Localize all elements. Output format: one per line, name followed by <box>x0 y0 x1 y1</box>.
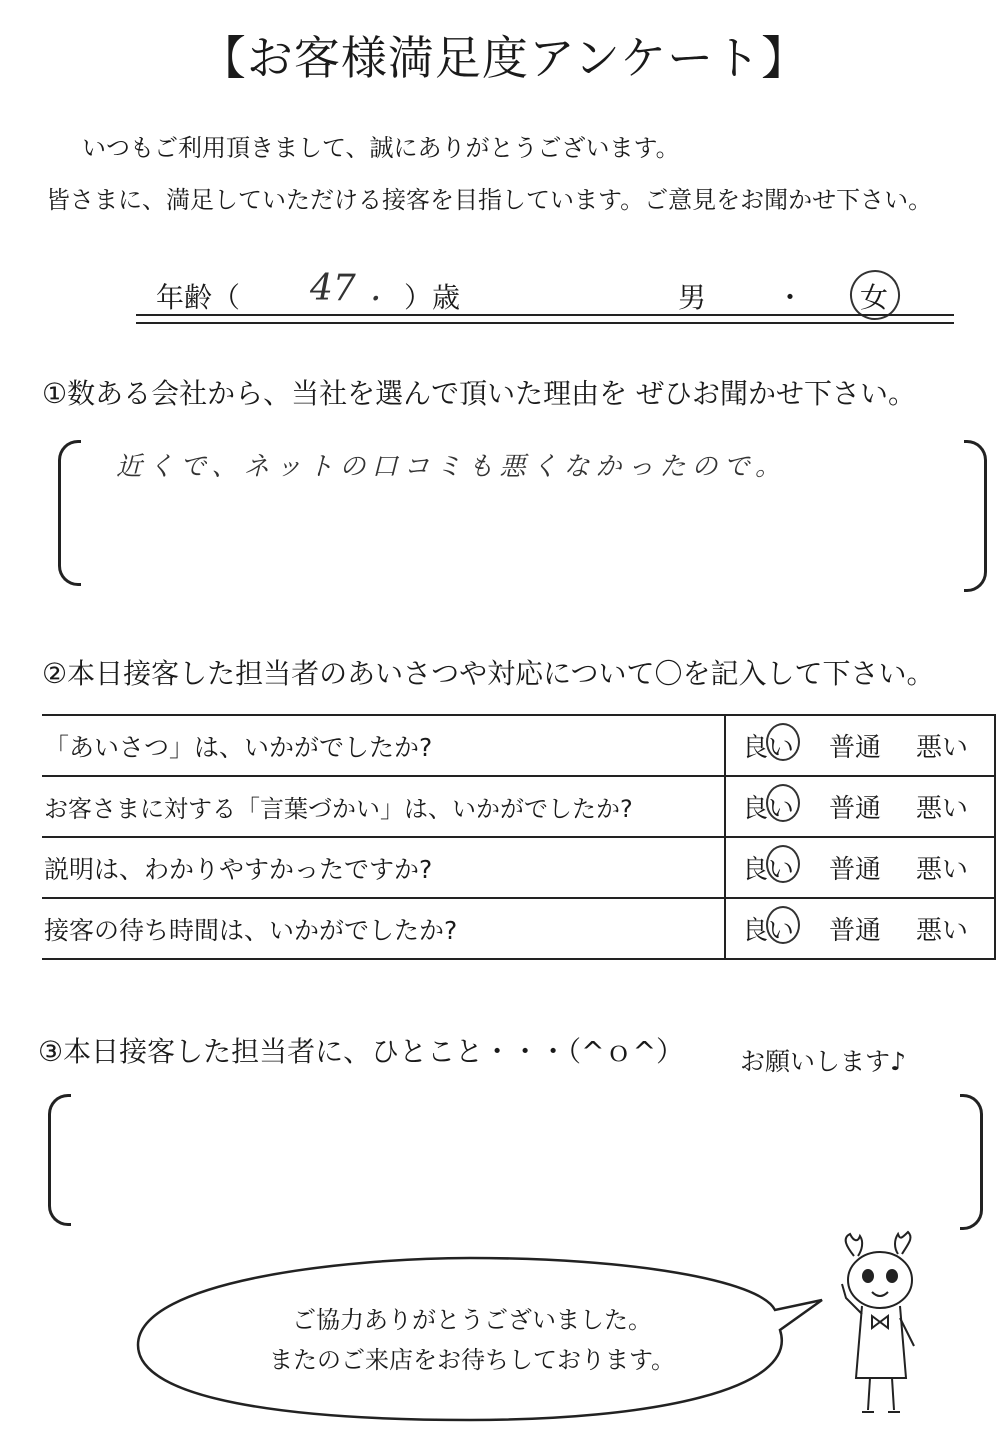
q3-answer-bracket-left <box>48 1094 71 1226</box>
q1-answer-bracket-left <box>58 440 81 586</box>
option-good-selected[interactable]: 良い <box>742 727 794 764</box>
closing-line-2: またのご来店をお待ちしております。 <box>268 1346 676 1374</box>
mascot-illustration <box>828 1228 938 1418</box>
q3-answer-bracket-right <box>960 1094 983 1230</box>
q3-note: お願いします♪ <box>740 1047 906 1076</box>
intro-line-2: 皆さまに、満足していただける接客を目指しています。ご意見をお聞かせ下さい。 <box>46 186 933 214</box>
table-row <box>42 715 995 776</box>
option-bad[interactable]: 悪い <box>915 733 968 763</box>
question-greeting: 「あいさつ」は、いかがでしたか? <box>42 715 725 776</box>
gender-male[interactable]: 男 <box>678 281 707 314</box>
rating-cell <box>725 837 995 898</box>
page-title: 【お客様満足度アンケート】 <box>199 31 809 85</box>
question-explanation: 説明は、わかりやすかったですか? <box>42 837 725 898</box>
option-normal[interactable]: 普通 <box>828 916 881 946</box>
option-normal[interactable]: 普通 <box>828 855 881 885</box>
question-wait-time: 接客の待ち時間は、いかがでしたか? <box>42 898 725 959</box>
profile-underline-bottom <box>136 322 954 324</box>
rating-cell <box>725 898 995 959</box>
gender-female-circle <box>844 264 905 325</box>
rating-cell <box>725 776 995 837</box>
option-bad[interactable]: 悪い <box>915 855 968 885</box>
option-bad[interactable]: 悪い <box>915 916 968 946</box>
profile-underline-top <box>136 314 954 316</box>
closing-line-1: ご協力ありがとうございました。 <box>292 1306 652 1334</box>
age-suffix: ）歳 <box>404 281 461 314</box>
q2-heading: ②本日接客した担当者のあいさつや対応について〇を記入して下さい。 <box>42 657 935 690</box>
option-good-selected[interactable]: 良い <box>742 788 794 825</box>
q1-answer[interactable]: 近くで、ネットの口コミも悪くなかったので。 <box>116 452 787 482</box>
option-normal[interactable]: 普通 <box>828 794 881 824</box>
table-row <box>42 776 995 837</box>
gender-separator: ・ <box>776 281 805 314</box>
q1-heading: ①数ある会社から、当社を選んで頂いた理由を ぜひお聞かせ下さい。 <box>42 377 917 410</box>
table-row <box>42 837 995 898</box>
age-dot: . <box>370 268 382 309</box>
age-value[interactable]: 47 <box>310 268 356 309</box>
option-good-selected[interactable]: 良い <box>742 849 794 886</box>
gender-female[interactable]: 女 <box>860 281 889 314</box>
table-row <box>42 898 995 959</box>
intro-line-1: いつもご利用頂きまして、誠にありがとうございます。 <box>82 134 680 162</box>
option-bad[interactable]: 悪い <box>915 794 968 824</box>
q3-heading: ③本日接客した担当者に、ひとこと・・・（^ｏ^） <box>38 1035 685 1068</box>
age-label: 年齢（ <box>156 281 241 314</box>
option-good-selected[interactable]: 良い <box>742 910 794 947</box>
option-normal[interactable]: 普通 <box>828 733 881 763</box>
question-wording: お客さまに対する「言葉づかい」は、いかがでしたか? <box>42 776 725 837</box>
rating-table <box>42 714 996 960</box>
q1-answer-bracket-right <box>964 440 987 592</box>
rating-cell <box>725 715 995 776</box>
